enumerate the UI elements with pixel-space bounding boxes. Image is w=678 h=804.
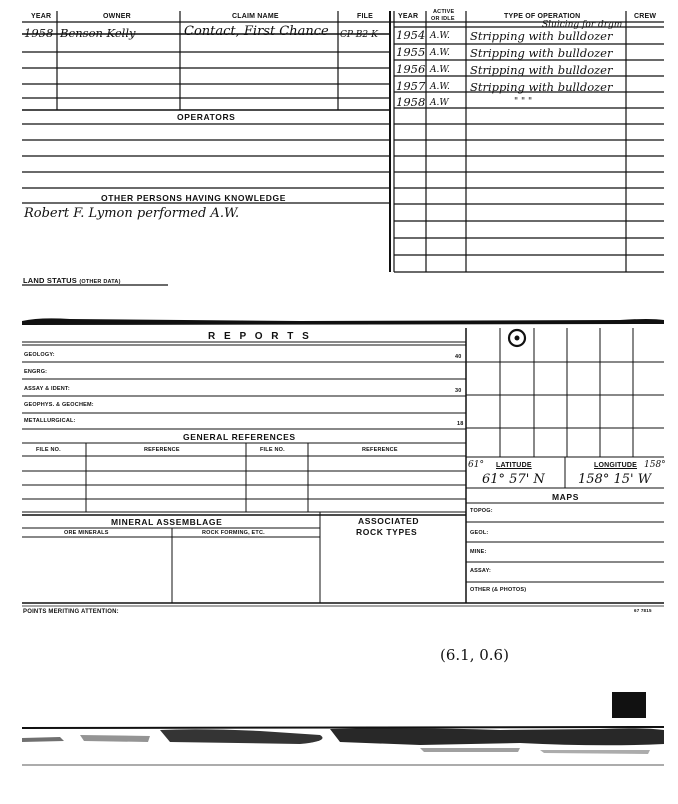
latitude-value: 61° 57' N <box>482 472 545 487</box>
reports-title: R E P O R T S <box>208 331 312 342</box>
activity-year: 1955 <box>396 45 426 59</box>
operators-label: OPERATORS <box>177 112 236 122</box>
activity-year: 1958 <box>396 95 426 109</box>
report-label: ENGRG: <box>24 369 48 375</box>
rock-forming-label: ROCK FORMING, ETC. <box>202 530 265 536</box>
operation-note: Sluicing for drgm <box>542 20 623 30</box>
maps-title: MAPS <box>552 492 579 502</box>
activity-status: A.W <box>430 98 449 108</box>
activity-operation: Stripping with bulldozer <box>470 63 613 77</box>
activity-year: 1957 <box>396 79 426 93</box>
crew-header: CREW <box>634 13 657 20</box>
ore-minerals-label: ORE MINERALS <box>64 530 109 536</box>
form-number: 67 7815 <box>634 608 652 613</box>
activity-year: 1956 <box>396 62 426 76</box>
claim-name-header: CLAIM NAME <box>232 13 279 20</box>
claim-name: Contact, First Chance <box>184 24 329 39</box>
report-num: 18 <box>457 421 464 427</box>
report-num: 30 <box>455 388 462 394</box>
activity-status: A.W. <box>430 82 450 92</box>
claim-year: 1958 <box>24 26 54 40</box>
mineral-assemblage-title: MINERAL ASSEMBLAGE <box>111 517 223 527</box>
rock-types-label: ROCK TYPES <box>356 527 418 537</box>
points-meriting-label: POINTS MERITING ATTENTION: <box>23 609 119 615</box>
latitude-label: LATITUDE <box>496 462 532 469</box>
year2-header: YEAR <box>398 13 419 20</box>
maps-row: ASSAY: <box>470 568 492 574</box>
land-status-title: LAND STATUS <box>23 276 78 285</box>
owner-header: OWNER <box>103 13 131 20</box>
longitude-value: 158° 15' W <box>578 472 652 487</box>
report-label: GEOLOGY: <box>24 352 55 358</box>
long-degree: 158° <box>644 460 666 470</box>
report-label: GEOPHYS. & GEOCHEM: <box>24 402 94 408</box>
col-reference-1: REFERENCE <box>144 447 180 453</box>
maps-row: GEOL: <box>470 530 489 536</box>
other-persons-entry: Robert F. Lymon performed A.W. <box>24 206 240 221</box>
idle-header: OR IDLE <box>431 16 455 22</box>
land-status-label <box>23 276 121 285</box>
col-reference-2: REFERENCE <box>362 447 398 453</box>
active-header: ACTIVE <box>433 9 455 15</box>
activity-status: A.W. <box>430 48 450 58</box>
maps-row: MINE: <box>470 549 487 555</box>
claim-file: CP B2-K <box>340 30 378 40</box>
file-header: FILE <box>357 13 373 20</box>
report-label: METALLURGICAL: <box>24 418 76 424</box>
activity-status: A.W. <box>430 31 450 41</box>
activity-year: 1954 <box>396 28 426 42</box>
col-file-no-1: FILE NO. <box>36 447 61 453</box>
maps-row: TOPOG: <box>470 508 493 514</box>
activity-operation: Stripping with bulldozer <box>470 29 613 43</box>
land-status-sub: (OTHER DATA) <box>79 279 121 285</box>
coordinate-note: (6.1, 0.6) <box>440 646 509 664</box>
activity-operation: Stripping with bulldozer <box>470 80 613 94</box>
other-persons-label: OTHER PERSONS HAVING KNOWLEDGE <box>101 193 287 203</box>
general-references-title: GENERAL REFERENCES <box>183 432 296 442</box>
longitude-label: LONGITUDE <box>594 462 638 469</box>
activity-operation: Stripping with bulldozer <box>470 46 613 60</box>
activity-operation: " " " <box>514 97 533 107</box>
operation-header: TYPE OF OPERATION <box>504 13 581 20</box>
location-marker-icon <box>509 330 525 346</box>
maps-row: OTHER (& PHOTOS) <box>470 587 527 593</box>
report-num: 40 <box>455 354 462 360</box>
scan-noise-band <box>22 692 664 766</box>
activity-status: A.W. <box>430 65 450 75</box>
year-header: YEAR <box>31 13 52 20</box>
claim-owner: Benson Kelly <box>60 26 136 40</box>
lat-degree: 61° <box>468 460 484 470</box>
report-label: ASSAY & IDENT: <box>24 386 70 392</box>
col-file-no-2: FILE NO. <box>260 447 285 453</box>
associated-label: ASSOCIATED <box>358 516 420 526</box>
